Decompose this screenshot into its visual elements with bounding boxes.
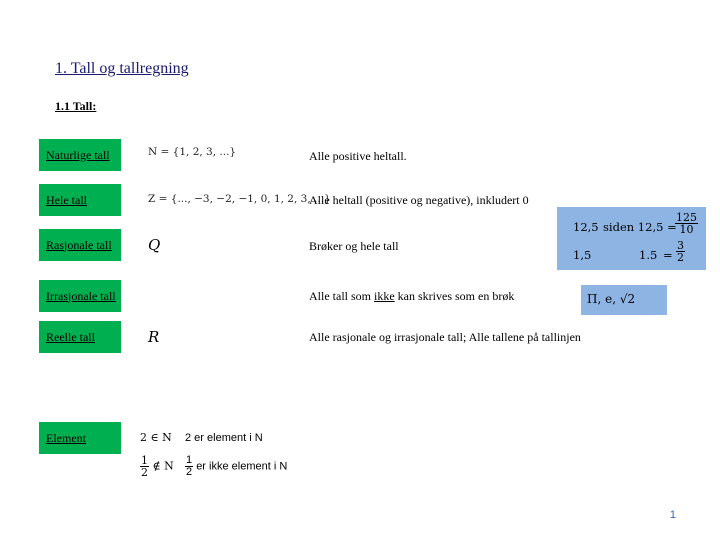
rational-example-box: [557, 207, 706, 270]
rational-line1-mid: siden 12,5 =: [603, 220, 677, 234]
rational-line2-fraction: $\frac{3}{2}$: [677, 239, 684, 264]
desc-naturlige-tall: Alle positive heltall.: [309, 149, 407, 163]
rational-line2-left: 1,5: [573, 248, 592, 262]
rational-line1-left: 12,5: [573, 220, 599, 234]
page-title: 1. Tall og tallregning: [55, 60, 189, 77]
section-heading: 1.1 Tall:: [55, 99, 97, 113]
element-in-symbol: 2 ∈ N: [140, 431, 172, 444]
label-reelle-tall: Reelle tall: [39, 321, 121, 353]
math-naturlige-tall: N = {1, 2, 3, ...}: [148, 146, 237, 158]
desc-rasjonale-tall: Brøker og hele tall: [309, 239, 399, 253]
math-rasjonale-tall: Q: [148, 236, 161, 254]
label-element: Element: [39, 422, 121, 454]
irrational-example-box: [581, 285, 667, 315]
desc-reelle-tall: Alle rasjonale og irrasjonale tall; Alle tallene på tallinjen: [309, 330, 581, 344]
label-irrasjonale-tall: Irrasjonale tall: [39, 280, 121, 312]
label-hele-tall: Hele tall: [39, 184, 121, 216]
element-in-text: 2 er element i N: [185, 432, 263, 444]
rational-line1-fraction: $\frac{125}{10}$: [676, 211, 697, 236]
irrational-examples: Π, e, √2: [587, 292, 636, 306]
element-notin-text: $\frac{1}{2}$ er ikke element i N: [186, 454, 288, 478]
rational-line2-eq: =: [663, 248, 673, 262]
rational-line2-mid: 1.5: [639, 248, 658, 262]
desc-irrasjonale-tall: Alle tall som ikke kan skrives som en brøk: [309, 289, 515, 303]
page-number: 1: [669, 509, 676, 521]
label-naturlige-tall: Naturlige tall: [39, 139, 121, 171]
math-reelle-tall: R: [148, 328, 160, 346]
element-notin-symbol: $\frac{1}{2}$ ∉ N: [141, 454, 174, 479]
label-rasjonale-tall: Rasjonale tall: [39, 229, 121, 261]
desc-hele-tall: Alle heltall (positive og negative), inkludert 0: [309, 193, 529, 207]
math-hele-tall: Z = {..., −3, −2, −1, 0, 1, 2, 3, ...}: [148, 193, 331, 205]
